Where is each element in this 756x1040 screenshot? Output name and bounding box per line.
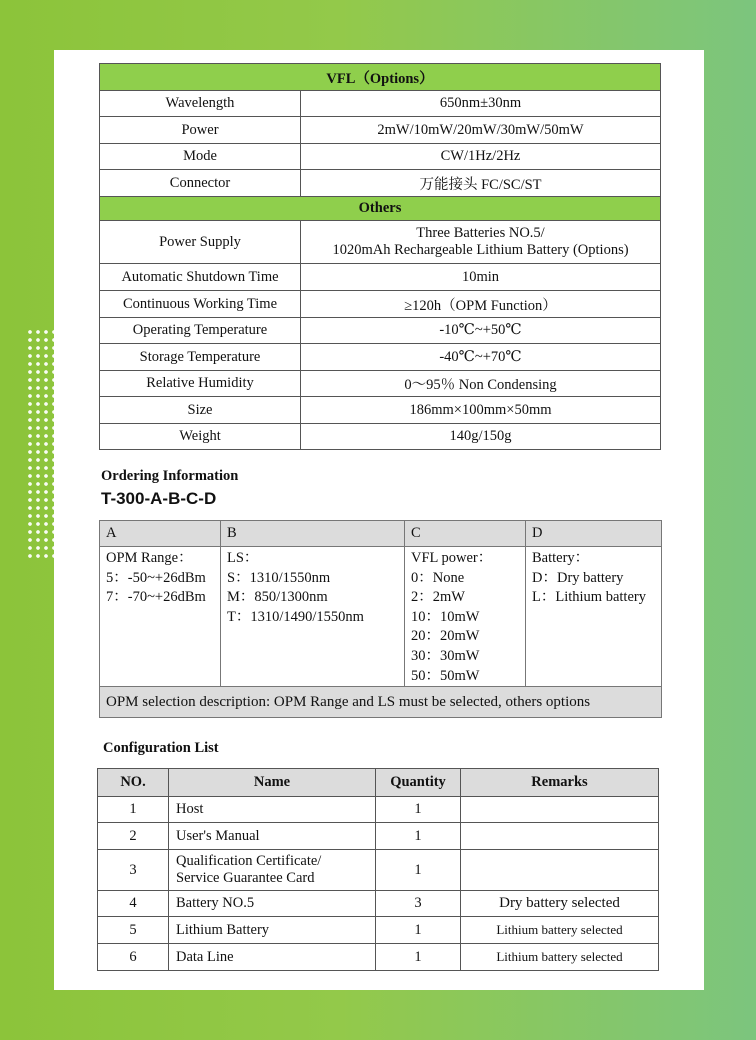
spec-label: Connector: [100, 170, 301, 197]
row-no: 3: [98, 850, 169, 891]
row-quantity: 1: [376, 917, 461, 944]
section-row-vfl: [100, 64, 661, 91]
configuration-table: [97, 768, 659, 971]
column-header-c: C: [405, 521, 526, 547]
table-row: [98, 944, 659, 971]
section-row-others: [100, 197, 661, 221]
spec-row: [100, 221, 661, 264]
column-c-options: [405, 547, 526, 687]
spec-value: 0～95％ Non Condensing: [301, 371, 661, 397]
spec-value: CW/1Hz/2Hz: [301, 144, 661, 170]
spec-value: ≥120h（OPM Function）: [301, 291, 661, 318]
row-no: 2: [98, 823, 169, 850]
opm-selection-description: OPM selection description: OPM Range and LS must be selected, others options: [100, 687, 662, 718]
row-remarks: Lithium battery selected: [461, 917, 659, 944]
option-line: 0：None: [411, 569, 465, 586]
option-line: 7：-70~+26dBm: [106, 589, 206, 606]
ordering-header-row: [100, 521, 662, 547]
spec-label: Automatic Shutdown Time: [100, 264, 301, 291]
spec-label: Relative Humidity: [100, 371, 301, 397]
spec-row: [100, 170, 661, 197]
spec-row: [100, 344, 661, 371]
option-line: D：Dry battery: [532, 569, 624, 586]
row-name: [169, 850, 376, 891]
power-supply-line-2: 1020mAh Rechargeable Lithium Battery (Options): [332, 242, 629, 258]
spec-label: Power Supply: [100, 221, 301, 264]
spec-value: 10min: [301, 264, 661, 291]
table-row: [98, 797, 659, 823]
spec-label: Power: [100, 117, 301, 144]
specification-table: [99, 63, 661, 450]
row-remarks: Lithium battery selected: [461, 944, 659, 971]
row-no: 1: [98, 797, 169, 823]
row-no: 5: [98, 917, 169, 944]
option-line: L：Lithium battery: [532, 589, 646, 606]
row-name: Host: [169, 797, 376, 823]
spec-row: [100, 264, 661, 291]
option-line: OPM Range：: [106, 550, 193, 566]
row-remarks: Dry battery selected: [461, 891, 659, 917]
option-line: 30：30mW: [411, 647, 480, 664]
model-code: T-300-A-B-C-D: [101, 489, 217, 508]
spec-row: [100, 117, 661, 144]
column-a-options: [100, 547, 221, 687]
row-no: 4: [98, 891, 169, 917]
option-line: 10：10mW: [411, 608, 480, 625]
row-quantity: 1: [376, 823, 461, 850]
option-line: VFL power：: [411, 550, 493, 566]
option-line: T：1310/1490/1550nm: [227, 608, 364, 625]
spec-label: Weight: [100, 424, 301, 450]
ordering-options-row: [100, 547, 662, 687]
spec-label: Size: [100, 397, 301, 424]
spec-label: Operating Temperature: [100, 318, 301, 344]
row-remarks: [461, 823, 659, 850]
option-line: LS：: [227, 550, 259, 566]
spec-value: 2mW/10mW/20mW/30mW/50mW: [301, 117, 661, 144]
row-quantity: 3: [376, 891, 461, 917]
spec-label: Continuous Working Time: [100, 291, 301, 318]
column-d-options: [526, 547, 662, 687]
header-name: Name: [169, 769, 376, 797]
spec-value: [301, 221, 661, 264]
spec-label: Wavelength: [100, 91, 301, 117]
option-line: Battery：: [532, 550, 590, 566]
row-name-line-1: Qualification Certificate/: [176, 853, 322, 869]
spec-row: [100, 371, 661, 397]
spec-row: [100, 424, 661, 450]
ordering-table: [99, 520, 662, 718]
table-row: [98, 891, 659, 917]
row-name: Battery NO.5: [169, 891, 376, 917]
table-row: [98, 823, 659, 850]
header-quantity: Quantity: [376, 769, 461, 797]
option-line: S：1310/1550nm: [227, 569, 331, 586]
column-header-d: D: [526, 521, 662, 547]
row-remarks: [461, 850, 659, 891]
spec-row: [100, 318, 661, 344]
spec-label: Mode: [100, 144, 301, 170]
option-line: 20：20mW: [411, 628, 480, 645]
spec-sheet-page: [54, 50, 704, 990]
spec-value: 186mm×100mm×50mm: [301, 397, 661, 424]
ordering-description-row: [100, 687, 662, 718]
spec-row: [100, 291, 661, 318]
row-no: 6: [98, 944, 169, 971]
ordering-heading: Ordering Information: [101, 468, 239, 484]
config-header-row: [98, 769, 659, 797]
spec-value: -40℃~+70℃: [301, 344, 661, 371]
row-quantity: 1: [376, 850, 461, 891]
spec-value: -10℃~+50℃: [301, 318, 661, 344]
table-row: [98, 850, 659, 891]
spec-row: [100, 397, 661, 424]
row-quantity: 1: [376, 797, 461, 823]
option-line: 2：2mW: [411, 589, 465, 606]
row-quantity: 1: [376, 944, 461, 971]
power-supply-line-1: Three Batteries NO.5/: [416, 225, 545, 241]
table-row: [98, 917, 659, 944]
column-header-b: B: [221, 521, 405, 547]
header-no: NO.: [98, 769, 169, 797]
column-b-options: [221, 547, 405, 687]
spec-value: 650nm±30nm: [301, 91, 661, 117]
section-title-vfl: VFL（Options）: [100, 64, 661, 91]
row-name: Data Line: [169, 944, 376, 971]
row-name: Lithium Battery: [169, 917, 376, 944]
option-line: M：850/1300nm: [227, 589, 328, 606]
row-remarks: [461, 797, 659, 823]
spec-value: 140g/150g: [301, 424, 661, 450]
column-header-a: A: [100, 521, 221, 547]
row-name: User's Manual: [169, 823, 376, 850]
configuration-heading: Configuration List: [103, 740, 219, 756]
option-line: 5：-50~+26dBm: [106, 569, 206, 586]
option-line: 50：50mW: [411, 667, 480, 684]
section-title-others: Others: [100, 197, 661, 221]
row-name-line-2: Service Guarantee Card: [176, 870, 315, 886]
spec-label: Storage Temperature: [100, 344, 301, 371]
header-remarks: Remarks: [461, 769, 659, 797]
spec-row: [100, 91, 661, 117]
spec-value: 万能接头 FC/SC/ST: [301, 170, 661, 197]
spec-row: [100, 144, 661, 170]
